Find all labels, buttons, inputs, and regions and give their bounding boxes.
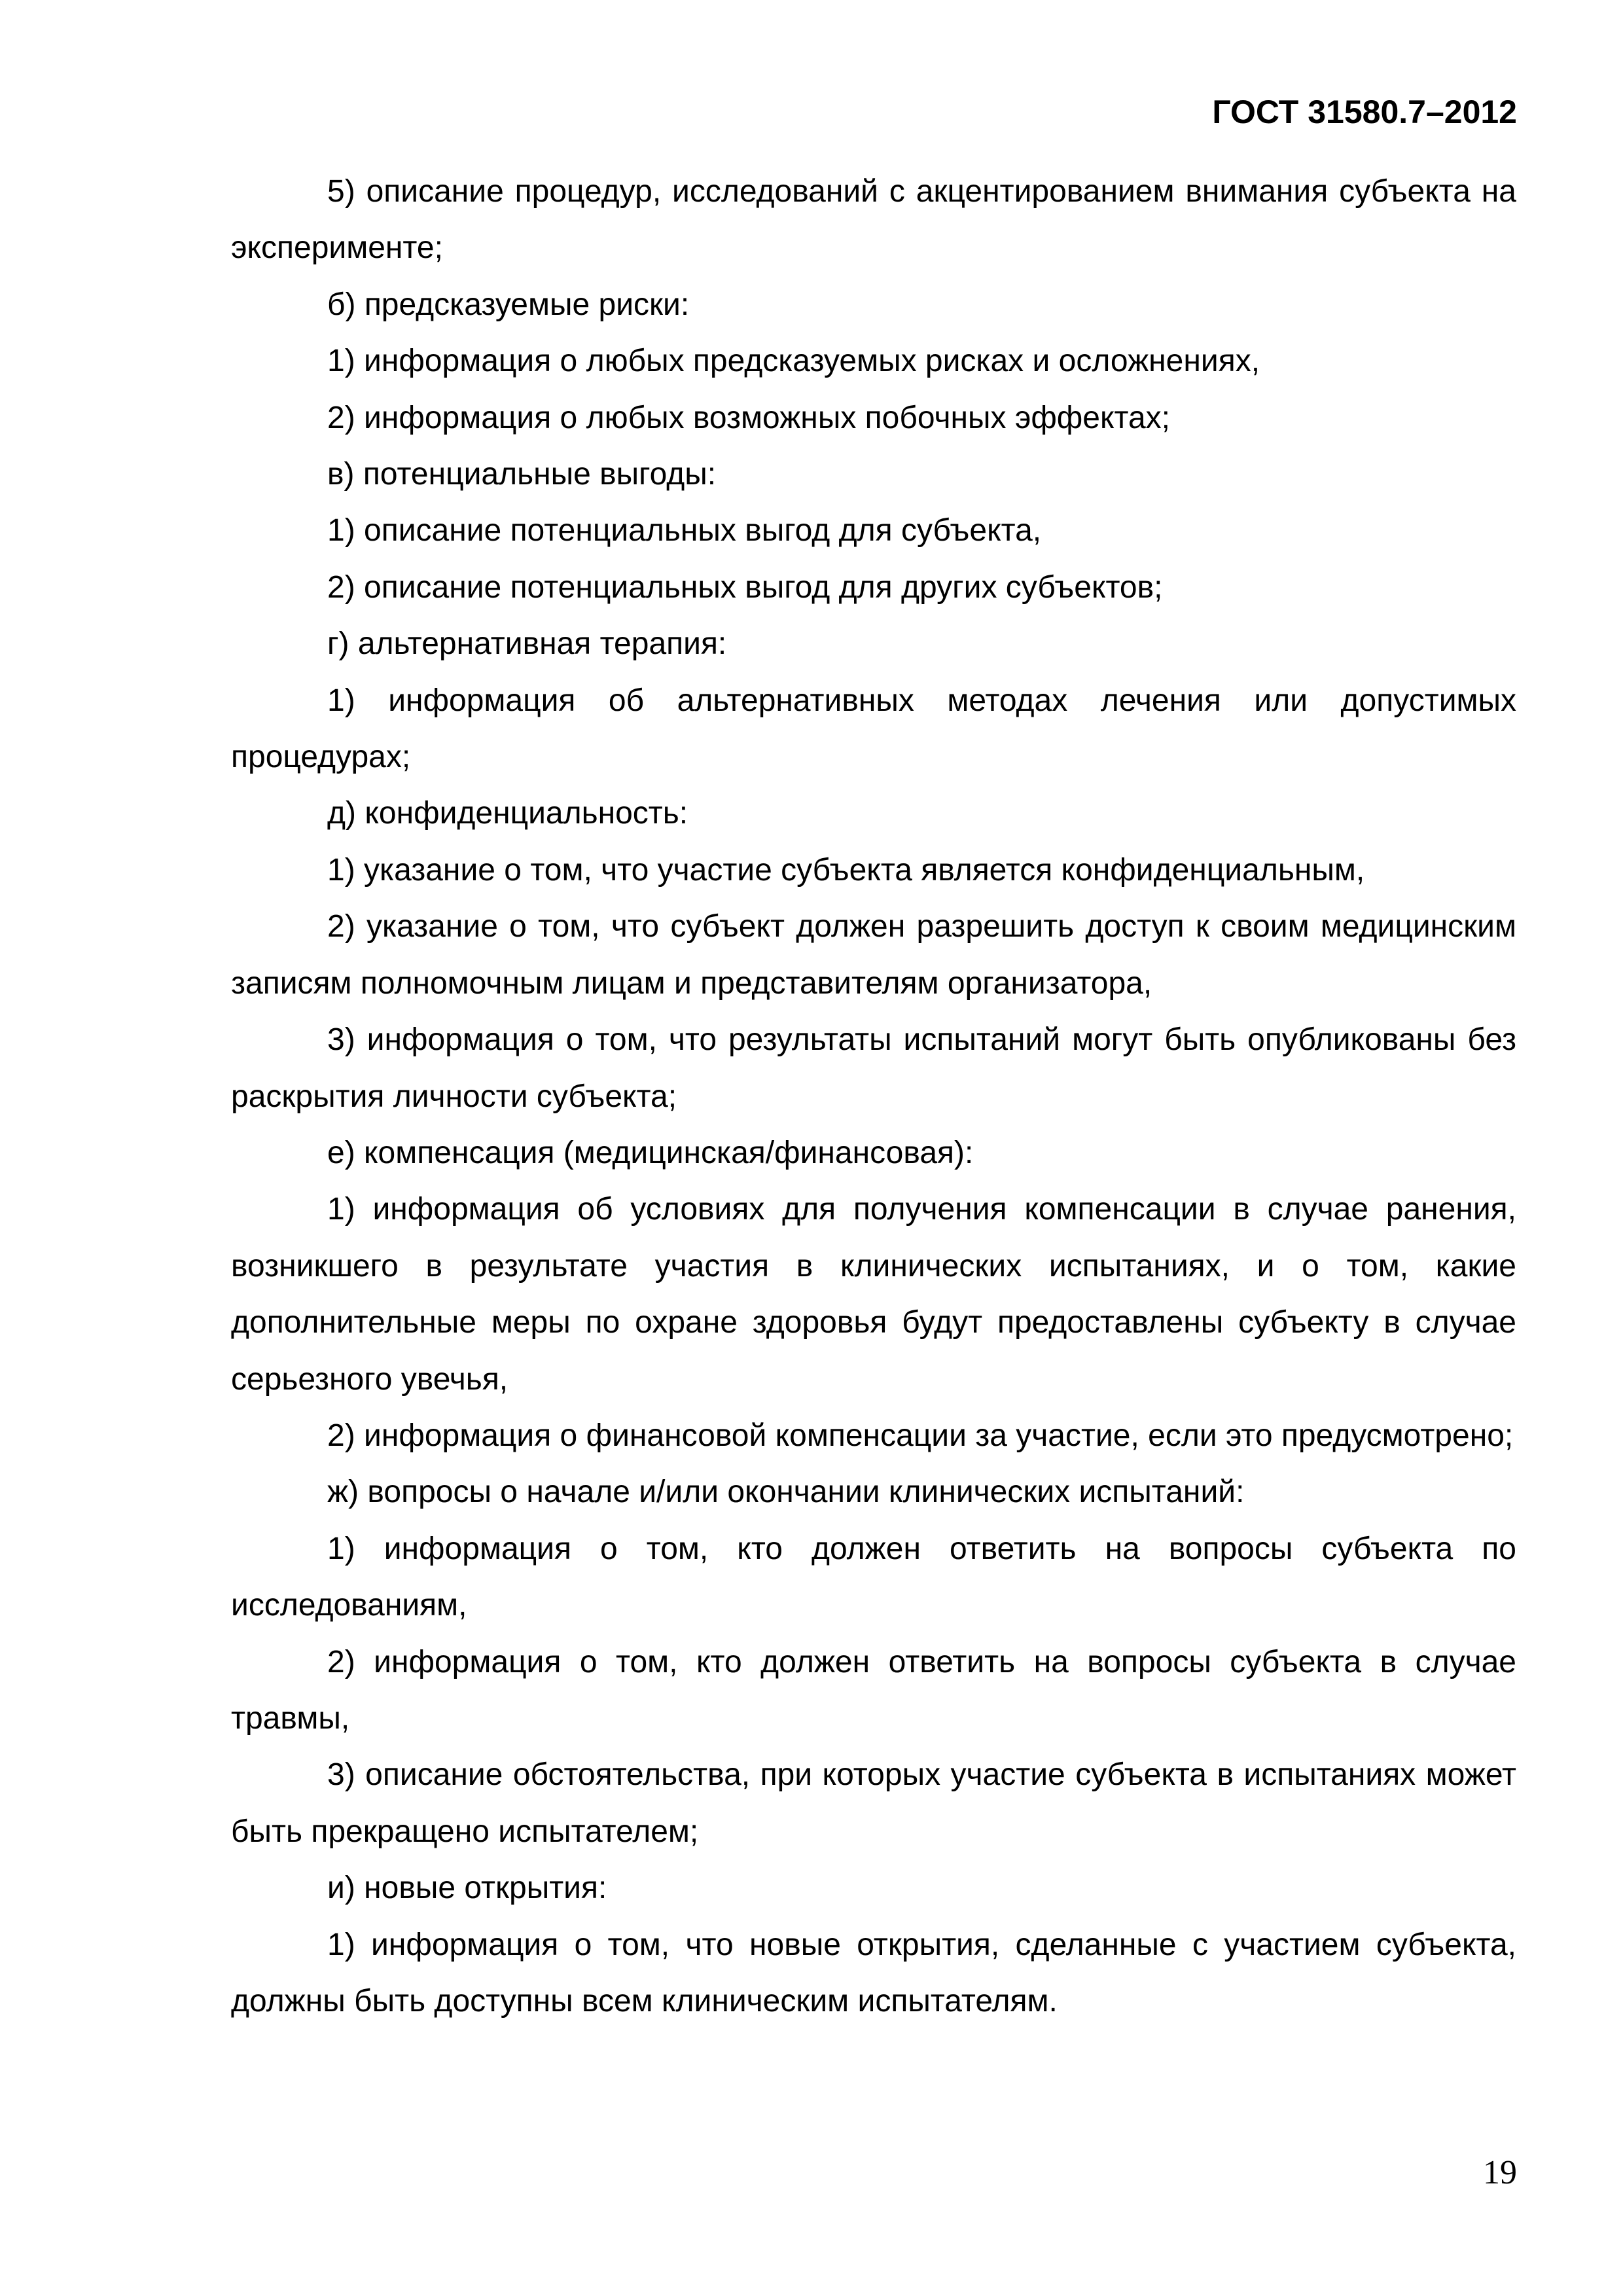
paragraph: 1) описание потенциальных выгод для субъекта,	[327, 513, 1042, 548]
paragraph: г) альтернативная терапия:	[327, 626, 727, 662]
paragraph: 2) описание потенциальных выгод для других субъектов;	[327, 569, 1163, 605]
paragraph: 1) информация о том, что новые открытия, сделанные с участием субъекта, должны быть доступны всем клиническим испытателям.	[231, 1927, 1516, 2018]
paragraph: 2) информация о финансовой компенсации за участие, если это предусмотрено;	[327, 1418, 1514, 1453]
paragraph: в) потенциальные выгоды:	[327, 457, 717, 492]
paragraph: 2) информация о том, кто должен ответить на вопросы субъекта в случае травмы,	[231, 1644, 1516, 1736]
paragraph: ж) вопросы о начале и/или окончании клинических испытаний:	[327, 1475, 1245, 1510]
paragraph: 2) указание о том, что субъект должен разрешить доступ к своим медицинским записям полномочным лицам и представителям организатора,	[231, 909, 1516, 1001]
paragraph: 3) описание обстоятельства, при которых участие субъекта в испытаниях может быть прекращено испытателем;	[231, 1757, 1516, 1849]
paragraph: 5) описание процедур, исследований с акцентированием внимания субъекта на эксперименте;	[231, 174, 1516, 266]
paragraph: 2) информация о любых возможных побочных эффектах;	[327, 400, 1171, 435]
paragraph: д) конфиденциальность:	[327, 796, 688, 831]
paragraph: 1) указание о том, что участие субъекта является конфиденциальным,	[327, 852, 1365, 888]
paragraph: 1) информация о любых предсказуемых рисках и осложнениях,	[327, 344, 1260, 379]
paragraph: 1) информация о том, кто должен ответить на вопросы субъекта по исследованиям,	[231, 1531, 1516, 1623]
paragraph: б) предсказуемые риски:	[327, 287, 690, 322]
document-body	[231, 164, 1516, 2030]
page-number: 19	[1483, 2154, 1517, 2191]
paragraph: 1) информация об альтернативных методах лечения или допустимых процедурах;	[231, 683, 1516, 775]
paragraph: 3) информация о том, что результаты испытаний могут быть опубликованы без раскрытия личности субъекта;	[231, 1022, 1516, 1114]
document-header: ГОСТ 31580.7–2012	[1212, 94, 1517, 130]
paragraph: 1) информация об условиях для получения компенсации в случае ранения, возникшего в результате участия в клинических испытаниях, и о том, какие дополнительные меры по охране здоровья будут предоставлены субъекту в случае серьезного увечья,	[231, 1192, 1516, 1397]
paragraph: и) новые открытия:	[327, 1871, 607, 1906]
paragraph: е) компенсация (медицинская/финансовая):	[327, 1135, 974, 1170]
